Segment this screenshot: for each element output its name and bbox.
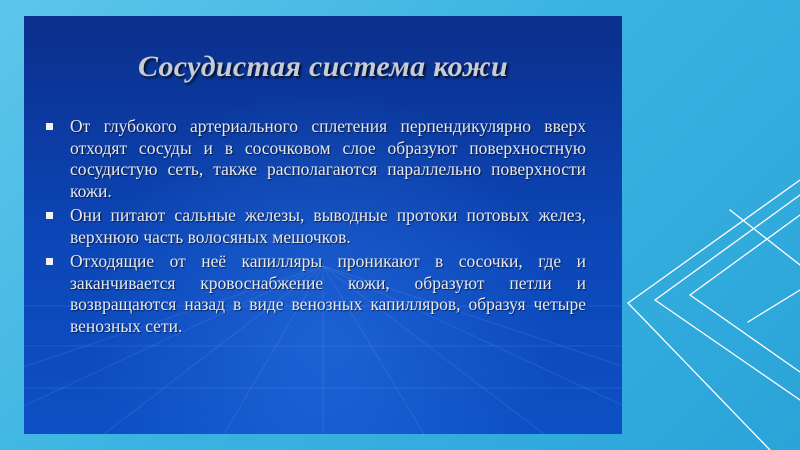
square-bullet-icon [46, 123, 53, 130]
bullet-item [44, 116, 586, 202]
bullet-text: Отходящие от неё капилляры проникают в сосочки, где и заканчивается кровоснабжение кожи, образуют петли и возвращаются назад в виде венозных капилляров, образуя четыре венозных сети. [70, 251, 586, 336]
slide-panel [24, 16, 622, 434]
bullet-item [44, 251, 586, 337]
bullet-text: От глубокого артериального сплетения перпендикулярно вверх отходят сосуды и в сосочковом слое образуют поверхностную сосудистую сеть, также располагаются параллельно поверхности кожи. [70, 116, 586, 201]
square-bullet-icon [46, 212, 53, 219]
slide-title: Сосудистая система кожи [137, 50, 509, 83]
bullet-item [44, 205, 586, 248]
square-bullet-icon [46, 258, 53, 265]
bullet-text: Они питают сальные железы, выводные протоки потовых желез, верхнюю часть волосяных мешочков. [70, 205, 586, 247]
bullet-list [44, 116, 586, 340]
